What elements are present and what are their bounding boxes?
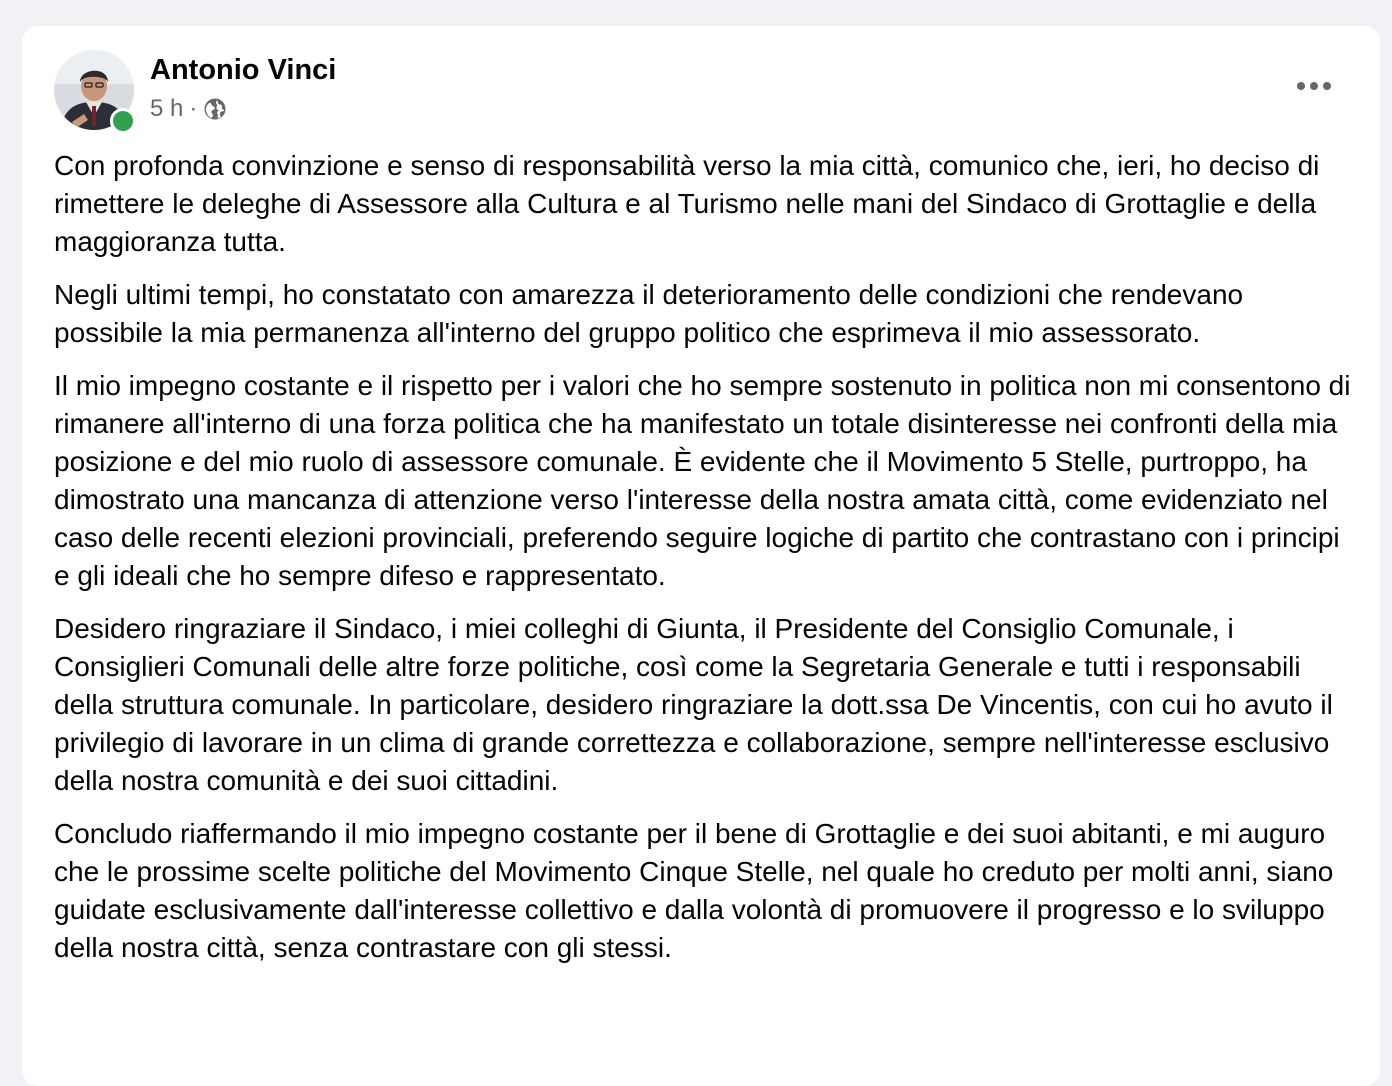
post-paragraph: Negli ultimi tempi, ho constatato con amarezza il deterioramento delle condizioni che rendevano possibile la mia permanenza all'interno del gruppo politico che esprimeva il mio assessorato. bbox=[54, 279, 1244, 348]
post-meta bbox=[150, 92, 227, 126]
post-card bbox=[22, 26, 1380, 1086]
post-paragraph: Con profonda convinzione e senso di responsabilità verso la mia città, comunico che, ieri, ho deciso di rimettere le deleghe di Assessore alla Cultura e al Turismo nelle mani del Sindaco di Grottaglie e della maggioranza tutta. bbox=[54, 150, 1320, 257]
post-paragraph: Concludo riaffermando il mio impegno costante per il bene di Grottaglie e dei suoi abitanti, e mi auguro che le prossime scelte politiche del Movimento Cinque Stelle, nel quale ho creduto per molti anni, siano guidate esclusivamente dall'interesse collettivo e dalla volontà di promuovere il progresso e lo sviluppo della nostra città, senza contrastare con gli stessi. bbox=[54, 818, 1334, 963]
author-name[interactable]: Antonio Vinci bbox=[150, 54, 337, 86]
more-options-button[interactable] bbox=[1288, 66, 1340, 106]
post-paragraph: Il mio impegno costante e il rispetto per i valori che ho sempre sostenuto in politica non mi consentono di rimanere all'interno di una forza politica che ha manifestato un totale disinteresse nei confronti della mia posizione e del mio ruolo di assessore comunale. È evidente che il Movimento 5 Stelle, purtroppo, ha dimostrato una mancanza di attenzione verso l'interesse della nostra amata città, come evidenziato nel caso delle recenti elezioni provinciali, preferendo seguire logiche di partito che contrastano con i principi e gli ideali che ho sempre difeso e rappresentato. bbox=[54, 370, 1351, 591]
globe-icon bbox=[203, 97, 227, 121]
online-status-indicator bbox=[110, 108, 136, 134]
meta-separator: · bbox=[189, 95, 198, 122]
more-options-icon bbox=[1297, 82, 1305, 90]
post-text bbox=[54, 147, 1354, 982]
post-paragraph: Desidero ringraziare il Sindaco, i miei colleghi di Giunta, il Presidente del Consiglio Comunale, i Consiglieri Comunali delle altre forze politiche, così come la Segretaria Generale e tutti i responsabili della struttura comunale. In particolare, desidero ringraziare la dott.ssa De Vincentis, con cui ho avuto il privilegio di lavorare in un clima di grande correttezza e collaborazione, sempre nell'interesse esclusivo della nostra comunità e dei suoi cittadini. bbox=[54, 613, 1333, 796]
post-timestamp[interactable]: 5 h bbox=[150, 95, 184, 122]
